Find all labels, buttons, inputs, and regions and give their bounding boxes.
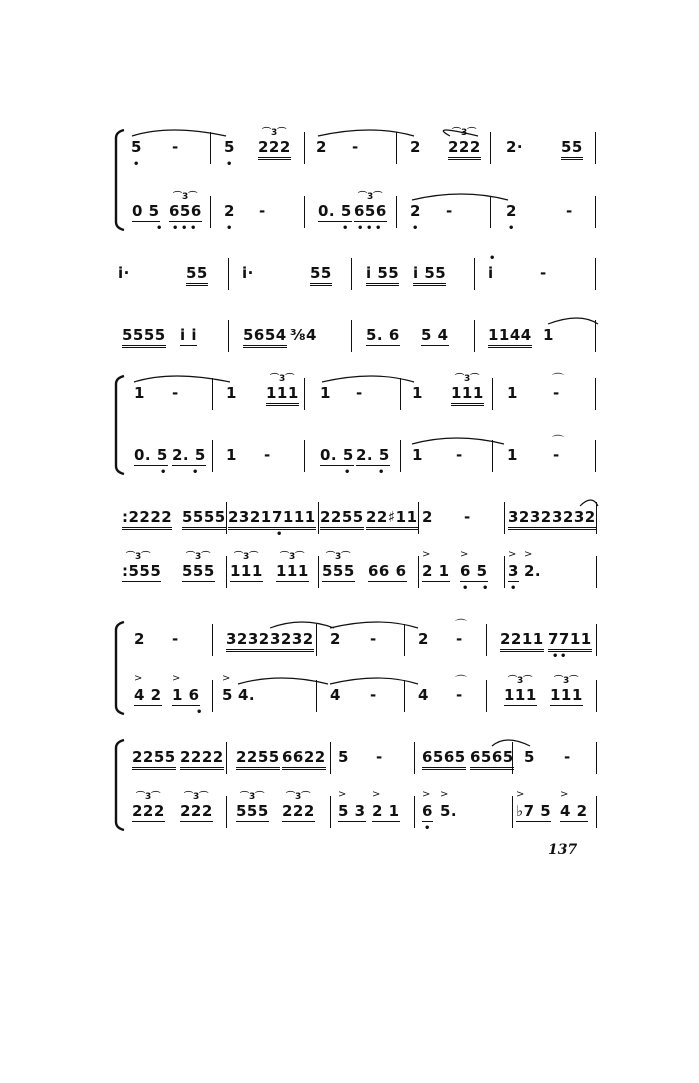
- note-group: 3232: [226, 630, 270, 652]
- note-group: -: [446, 202, 453, 220]
- octave-dot: •: [226, 223, 233, 234]
- slur: [134, 376, 230, 382]
- barline: [318, 502, 319, 534]
- barline: [595, 196, 596, 228]
- note-group: -: [553, 446, 560, 464]
- note-group: 5.: [440, 802, 458, 820]
- note-group: 4 2: [134, 686, 162, 704]
- barline: [226, 502, 227, 534]
- accent-mark: >: [516, 789, 525, 800]
- note-group: 1144: [488, 326, 532, 348]
- note-group: -: [456, 686, 463, 704]
- note-group: 222: [282, 802, 315, 820]
- octave-dot: •: [357, 223, 364, 234]
- barline: [486, 680, 487, 712]
- accent-mark: >: [422, 549, 431, 560]
- accent-mark: >: [440, 789, 449, 800]
- barline: [596, 680, 597, 712]
- staff-line: [0, 738, 699, 778]
- note-group: 3232: [270, 630, 314, 652]
- note-group: -: [264, 446, 271, 464]
- note-group: 656: [354, 202, 387, 220]
- fermata-mark: ⌒: [455, 674, 468, 688]
- octave-dot: •: [510, 583, 517, 594]
- octave-dot: •: [378, 467, 385, 478]
- barline: [596, 502, 597, 534]
- note-group: 555: [182, 562, 215, 580]
- note-group: -: [553, 384, 560, 402]
- barline: [595, 320, 596, 352]
- note-group: 222: [180, 802, 213, 820]
- note-group: 1: [320, 384, 331, 402]
- barline: [418, 556, 419, 588]
- barline: [226, 556, 227, 588]
- barline: [595, 440, 596, 472]
- note-group: 2211: [500, 630, 544, 652]
- staff-line: [0, 549, 699, 594]
- triplet-mark: ⌒3⌒: [186, 552, 211, 562]
- octave-dot: •: [462, 583, 469, 594]
- octave-dot: •: [276, 529, 283, 540]
- octave-dot: •: [489, 253, 496, 264]
- note-group: 5: [524, 748, 535, 766]
- note-group: i 55: [366, 264, 399, 286]
- note-group: 6565: [470, 748, 514, 770]
- barline: [492, 378, 493, 410]
- barline: [210, 132, 211, 164]
- fermata-mark: ⌒: [455, 618, 468, 632]
- note-group: 2: [134, 630, 145, 648]
- note-group: 2255: [236, 748, 280, 770]
- triplet-mark: ⌒3⌒: [270, 374, 295, 384]
- barline: [212, 680, 213, 712]
- barline: [212, 378, 213, 410]
- note-group: -: [376, 748, 383, 766]
- note-group: 6: [422, 802, 433, 820]
- octave-dot: •: [192, 467, 199, 478]
- triplet-mark: ⌒3⌒: [126, 552, 151, 562]
- note-group: -: [172, 138, 179, 156]
- slur: [318, 130, 414, 136]
- note-group: 0. 5: [320, 446, 354, 464]
- barline: [330, 796, 331, 828]
- barline: [595, 132, 596, 164]
- barline: [596, 556, 597, 588]
- note-group: 111: [504, 686, 537, 704]
- accent-mark: >: [172, 673, 181, 684]
- note-group: 1: [412, 384, 423, 402]
- barline: [596, 796, 597, 828]
- barline: [212, 440, 213, 472]
- note-group: -: [352, 138, 359, 156]
- page-number: 137: [548, 842, 578, 858]
- note-group: 4 2: [560, 802, 588, 820]
- barline: [400, 440, 401, 472]
- note-group: 2: [410, 202, 421, 220]
- note-group: 222: [448, 138, 481, 160]
- octave-dot: •: [344, 467, 351, 478]
- note-group: i·: [118, 264, 130, 282]
- note-group: 5555: [122, 326, 166, 348]
- octave-dot: •: [181, 223, 188, 234]
- note-group: 55: [561, 138, 583, 160]
- note-group: -: [564, 748, 571, 766]
- barline: [490, 196, 491, 228]
- note-group: 5: [224, 138, 235, 156]
- note-group: 5 4: [421, 326, 449, 344]
- accent-mark: >: [372, 789, 381, 800]
- octave-dot: •: [560, 651, 567, 662]
- note-group: 2. 5: [356, 446, 390, 464]
- octave-dot: •: [424, 823, 431, 834]
- barline: [504, 556, 505, 588]
- barline: [596, 742, 597, 774]
- barline: [351, 258, 352, 290]
- note-group: 656: [169, 202, 202, 220]
- octave-dot: •: [160, 467, 167, 478]
- barline: [474, 258, 475, 290]
- barline: [304, 440, 305, 472]
- barline: [486, 624, 487, 656]
- staff-line: [0, 374, 699, 414]
- staff-line: [0, 316, 699, 356]
- note-group: 5654: [243, 326, 287, 348]
- note-group: i·: [242, 264, 254, 282]
- barline: [414, 796, 415, 828]
- note-group: 1: [412, 446, 423, 464]
- note-group: 6622: [282, 748, 326, 770]
- note-group: 2255: [132, 748, 176, 770]
- triplet-mark: ⌒3⌒: [508, 676, 533, 686]
- note-group: 5: [131, 138, 142, 156]
- barline: [490, 132, 491, 164]
- note-group: 5: [338, 748, 349, 766]
- note-group: 4.: [238, 686, 256, 704]
- note-group: :555: [122, 562, 162, 580]
- note-group: 555: [236, 802, 269, 820]
- slur: [548, 318, 598, 324]
- barline: [474, 320, 475, 352]
- note-group: 2 1: [372, 802, 400, 820]
- barline: [414, 742, 415, 774]
- octave-dot: •: [156, 223, 163, 234]
- triplet-mark: ⌒3⌒: [280, 552, 305, 562]
- triplet-mark: ⌒3⌒: [452, 128, 477, 138]
- octave-dot: •: [552, 651, 559, 662]
- octave-dot: •: [508, 223, 515, 234]
- note-group: 1: [507, 384, 518, 402]
- barline: [400, 378, 401, 410]
- octave-dot: •: [366, 223, 373, 234]
- triplet-mark: ⌒3⌒: [262, 128, 287, 138]
- staff-line: [0, 620, 699, 660]
- slur: [412, 194, 508, 200]
- triplet-mark: ⌒3⌒: [286, 792, 311, 802]
- note-group: :2222: [122, 508, 172, 530]
- note-group: 111: [230, 562, 263, 580]
- note-group: 222: [258, 138, 291, 160]
- slur: [238, 678, 328, 684]
- note-group: 4: [418, 686, 429, 704]
- note-group: 7711: [548, 630, 592, 652]
- barline: [512, 742, 513, 774]
- octave-dot: •: [412, 223, 419, 234]
- barline: [330, 742, 331, 774]
- staff-line: [0, 128, 699, 168]
- note-group: 2. 5: [172, 446, 206, 464]
- barline: [304, 378, 305, 410]
- octave-dot: •: [482, 583, 489, 594]
- barline: [504, 502, 505, 534]
- octave-dot: •: [342, 223, 349, 234]
- barline: [404, 680, 405, 712]
- triplet-mark: ⌒3⌒: [554, 676, 579, 686]
- barline: [596, 624, 597, 656]
- barline: [418, 502, 419, 534]
- note-group: 7111: [272, 508, 316, 530]
- accent-mark: >: [508, 549, 517, 560]
- note-group: 111: [266, 384, 299, 406]
- note-group: 555: [322, 562, 355, 580]
- note-group: 6 5: [460, 562, 488, 580]
- note-group: 2: [410, 138, 421, 156]
- note-group: 1 6: [172, 686, 200, 704]
- note-group: 1: [507, 446, 518, 464]
- note-group: 0. 5: [318, 202, 352, 220]
- note-group: 2 1: [422, 562, 450, 580]
- note-group: 4: [330, 686, 341, 704]
- slur: [492, 740, 530, 746]
- note-group: 2: [418, 630, 429, 648]
- note-group: -: [456, 446, 463, 464]
- slur: [270, 622, 334, 628]
- note-group: 1: [134, 384, 145, 402]
- note-group: 0. 5: [134, 446, 168, 464]
- note-group: 2.: [524, 562, 542, 580]
- note-group: 3232: [552, 508, 596, 530]
- slur-group: [0, 734, 699, 748]
- barline: [595, 378, 596, 410]
- accent-mark: >: [524, 549, 533, 560]
- accent-mark: >: [422, 789, 431, 800]
- note-group: 22♯11: [366, 508, 418, 530]
- barline: [512, 796, 513, 828]
- note-group: -: [540, 264, 547, 282]
- note-group: 5. 6: [366, 326, 400, 344]
- barline: [396, 196, 397, 228]
- note-group: 2222: [180, 748, 224, 770]
- note-group: 0 5: [132, 202, 160, 220]
- triplet-mark: ⌒3⌒: [136, 792, 161, 802]
- staff-line: [0, 789, 699, 834]
- note-group: -: [370, 630, 377, 648]
- barline: [595, 258, 596, 290]
- triplet-mark: ⌒3⌒: [173, 192, 198, 202]
- barline: [316, 680, 317, 712]
- barline: [316, 624, 317, 656]
- slur: [412, 438, 504, 444]
- note-group: 111: [451, 384, 484, 406]
- note-group: -: [566, 202, 573, 220]
- note-group: 1: [226, 446, 237, 464]
- note-group: 2255: [320, 508, 364, 530]
- barline: [404, 624, 405, 656]
- barline: [304, 196, 305, 228]
- note-group: -: [172, 384, 179, 402]
- note-group: 55: [186, 264, 208, 286]
- note-group: -: [464, 508, 471, 526]
- note-group: i: [488, 264, 494, 282]
- note-group: -: [259, 202, 266, 220]
- barline: [212, 624, 213, 656]
- barline: [318, 556, 319, 588]
- note-group: 55: [310, 264, 332, 286]
- slur-group: [0, 616, 699, 630]
- note-group: -: [456, 630, 463, 648]
- accent-mark: >: [222, 673, 231, 684]
- note-group: 3: [508, 562, 519, 580]
- note-group: 2·: [506, 138, 524, 156]
- accent-mark: >: [134, 673, 143, 684]
- note-group: 5 3: [338, 802, 366, 820]
- triplet-mark: ⌒3⌒: [234, 552, 259, 562]
- note-group: 2: [506, 202, 517, 220]
- note-group: 5: [222, 686, 233, 704]
- accent-mark: >: [460, 549, 469, 560]
- barline: [492, 440, 493, 472]
- triplet-mark: ⌒3⌒: [358, 192, 383, 202]
- triplet-mark: ⌒3⌒: [326, 552, 351, 562]
- fermata-mark: ⌒: [552, 434, 565, 448]
- barline: [228, 258, 229, 290]
- triplet-mark: ⌒3⌒: [455, 374, 480, 384]
- barline: [304, 132, 305, 164]
- note-group: i i: [180, 326, 198, 344]
- octave-dot: •: [375, 223, 382, 234]
- note-group: 3232: [508, 508, 552, 530]
- note-group: ♭7 5: [516, 802, 552, 820]
- barline: [226, 742, 227, 774]
- note-group: 2: [330, 630, 341, 648]
- octave-dot: •: [133, 159, 140, 170]
- octave-dot: •: [172, 223, 179, 234]
- note-group: 2: [422, 508, 433, 526]
- barline: [210, 196, 211, 228]
- note-group: ⅜4: [290, 326, 317, 344]
- note-group: 2321: [228, 508, 272, 530]
- note-group: 2: [224, 202, 235, 220]
- accent-mark: >: [560, 789, 569, 800]
- note-group: 2: [316, 138, 327, 156]
- note-group: -: [370, 686, 377, 704]
- note-group: 111: [276, 562, 309, 580]
- note-group: -: [356, 384, 363, 402]
- note-group: 1: [226, 384, 237, 402]
- barline: [396, 132, 397, 164]
- note-group: 222: [132, 802, 165, 820]
- note-group: -: [172, 630, 179, 648]
- staff-line: [0, 436, 699, 476]
- note-group: 5555: [182, 508, 226, 530]
- triplet-mark: ⌒3⌒: [240, 792, 265, 802]
- staff-line: [0, 192, 699, 232]
- slur-group: [0, 672, 699, 686]
- slur: [132, 130, 226, 136]
- barline: [351, 320, 352, 352]
- barline: [226, 796, 227, 828]
- slur-group: [0, 494, 699, 508]
- note-group: 6565: [422, 748, 466, 770]
- accent-mark: >: [338, 789, 347, 800]
- note-group: 111: [550, 686, 583, 704]
- staff-line: [0, 254, 699, 294]
- triplet-mark: ⌒3⌒: [184, 792, 209, 802]
- staff-line: [0, 498, 699, 538]
- note-group: 66 6: [368, 562, 407, 580]
- fermata-mark: ⌒: [552, 372, 565, 386]
- note-group: i 55: [413, 264, 446, 286]
- staff-line: [0, 673, 699, 718]
- octave-dot: •: [196, 707, 203, 718]
- note-group: 1: [543, 326, 554, 344]
- octave-dot: •: [226, 159, 233, 170]
- octave-dot: •: [190, 223, 197, 234]
- barline: [228, 320, 229, 352]
